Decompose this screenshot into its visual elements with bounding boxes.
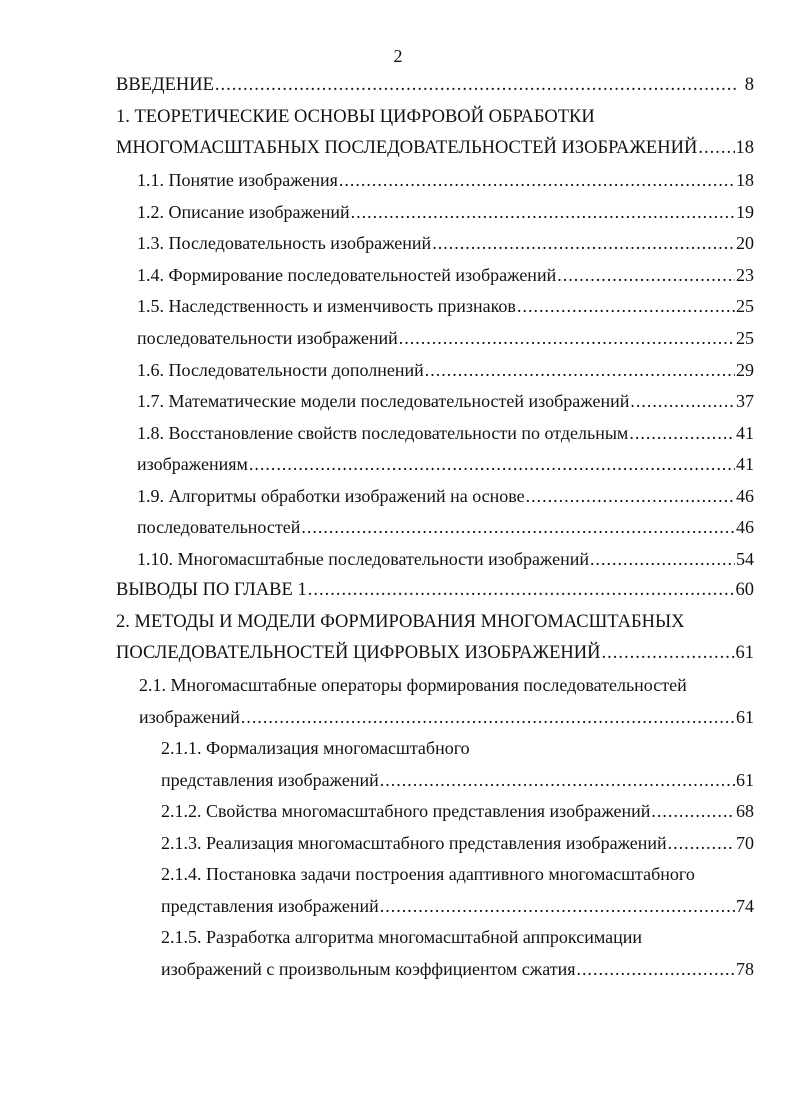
toc-entry-1-9[interactable] xyxy=(137,483,754,509)
toc-entry-text: ВЫВОДЫ ПО ГЛАВЕ 1 xyxy=(116,580,307,600)
toc-entry-text: 2. МЕТОДЫ И МОДЕЛИ ФОРМИРОВАНИЯ МНОГОМАСШТАБНЫХ xyxy=(116,612,685,632)
toc-entry-text: 2.1.5. Разработка алгоритма многомасштабной аппроксимации xyxy=(161,927,642,947)
toc-entry-text: 2.1.3. Реализация многомасштабного представления изображений xyxy=(161,833,667,853)
toc-entry-1-2[interactable] xyxy=(137,199,754,225)
toc-entry-2-1-2[interactable] xyxy=(161,798,754,824)
toc-entry-page: 19 xyxy=(736,202,754,222)
toc-entry-text: последовательности изображений xyxy=(137,328,398,348)
toc-entry-1-6[interactable] xyxy=(137,357,754,383)
toc-entry-chapter-2[interactable] xyxy=(116,609,754,635)
toc-entry-text: МНОГОМАСШТАБНЫХ ПОСЛЕДОВАТЕЛЬНОСТЕЙ ИЗОБРАЖЕНИЙ xyxy=(116,138,698,158)
toc-entry-text: 1.5. Наследственность и изменчивость признаков xyxy=(137,296,516,316)
toc-entry-text: представления изображений xyxy=(161,896,379,916)
toc-entry-1-1[interactable] xyxy=(137,167,754,193)
toc-entry-chapter-1-cont[interactable] xyxy=(116,135,754,161)
toc-entry-page: 25 xyxy=(736,328,754,348)
toc-entry-page: 37 xyxy=(736,391,754,411)
toc-entry-page: 68 xyxy=(736,801,754,821)
toc-entry-text: 1.7. Математические модели последовательностей изображений xyxy=(137,391,630,411)
toc-entry-2-1-1[interactable] xyxy=(161,735,754,761)
toc-entry-page: 74 xyxy=(736,896,754,916)
page-number: 2 xyxy=(393,46,403,66)
toc-entry-text: 1.2. Описание изображений xyxy=(137,202,350,222)
toc-entry-text: 1. ТЕОРЕТИЧЕСКИЕ ОСНОВЫ ЦИФРОВОЙ ОБРАБОТКИ xyxy=(116,107,595,127)
toc-entry-2-1-5-cont[interactable] xyxy=(161,956,754,982)
toc-entry-introduction[interactable] xyxy=(116,72,754,98)
toc-entry-1-3[interactable] xyxy=(137,230,754,256)
toc-entry-1-7[interactable] xyxy=(137,388,754,414)
toc-entry-page: 61 xyxy=(735,643,754,663)
toc-entry-2-1-3[interactable] xyxy=(161,830,754,856)
toc-entry-page: 61 xyxy=(736,707,754,727)
toc-entry-page: 46 xyxy=(736,517,754,537)
toc-entry-text: 2.1. Многомасштабные операторы формирования последовательностей xyxy=(139,675,687,695)
toc-entry-page: 23 xyxy=(736,265,754,285)
toc-entry-1-4[interactable] xyxy=(137,262,754,288)
toc-entry-page: 54 xyxy=(736,549,754,569)
toc-entry-2-1-4-cont[interactable] xyxy=(161,893,754,919)
toc-entry-1-5[interactable] xyxy=(137,293,754,319)
toc-entry-text: изображениям xyxy=(137,454,248,474)
toc-entry-page: 61 xyxy=(736,770,754,790)
toc-entry-page: 29 xyxy=(736,360,754,380)
toc-entry-2-1[interactable] xyxy=(139,672,754,698)
toc-entry-chapter-2-cont[interactable] xyxy=(116,640,754,666)
toc-entry-text: ВВЕДЕНИЕ xyxy=(116,75,214,95)
toc-entry-text: 1.8. Восстановление свойств последовательности по отдельным xyxy=(137,423,629,443)
toc-entry-page: 41 xyxy=(736,454,754,474)
toc-entry-page: 60 xyxy=(735,580,754,600)
toc-entry-text: 1.3. Последовательность изображений xyxy=(137,233,432,253)
toc-entry-text: 1.10. Многомасштабные последовательности изображений xyxy=(137,549,590,569)
toc-entry-1-9-cont[interactable] xyxy=(137,514,754,540)
toc-entry-2-1-4[interactable] xyxy=(161,861,754,887)
toc-entry-text: 2.1.4. Постановка задачи построения адаптивного многомасштабного xyxy=(161,864,695,884)
toc-entry-1-8-cont[interactable] xyxy=(137,451,754,477)
toc-entry-2-1-5[interactable] xyxy=(161,924,754,950)
toc-entry-text: представления изображений xyxy=(161,770,379,790)
toc-entry-conclusions-1[interactable] xyxy=(116,577,754,603)
toc-entry-text: ПОСЛЕДОВАТЕЛЬНОСТЕЙ ЦИФРОВЫХ ИЗОБРАЖЕНИЙ xyxy=(116,643,601,663)
toc-entry-page: 70 xyxy=(736,833,754,853)
toc-entry-text: изображений с произвольным коэффициентом сжатия xyxy=(161,959,576,979)
toc-entry-text: 2.1.1. Формализация многомасштабного xyxy=(161,738,470,758)
toc-entry-text: 1.4. Формирование последовательностей изображений xyxy=(137,265,557,285)
toc-entry-page: 20 xyxy=(736,233,754,253)
toc-entry-chapter-1[interactable] xyxy=(116,104,754,130)
toc-entry-page: 18 xyxy=(736,170,754,190)
toc-entry-text: изображений xyxy=(139,707,240,727)
toc-entry-text: 1.1. Понятие изображения xyxy=(137,170,338,190)
toc-entry-page: 46 xyxy=(736,486,754,506)
toc-entry-page: 41 xyxy=(736,423,754,443)
toc-entry-page: 8 xyxy=(744,75,754,95)
toc-entry-page: 18 xyxy=(735,138,754,158)
toc-entry-page: 78 xyxy=(736,959,754,979)
toc-entry-page: 25 xyxy=(736,296,754,316)
toc-entry-2-1-1-cont[interactable] xyxy=(161,767,754,793)
toc-entry-text: 1.9. Алгоритмы обработки изображений на основе xyxy=(137,486,525,506)
toc-entry-1-8[interactable] xyxy=(137,420,754,446)
toc-entry-1-5-cont[interactable] xyxy=(137,325,754,351)
toc-entry-2-1-cont[interactable] xyxy=(139,704,754,730)
toc-entry-text: 2.1.2. Свойства многомасштабного представления изображений xyxy=(161,801,651,821)
toc-entry-text: 1.6. Последовательности дополнений xyxy=(137,360,424,380)
toc-entry-text: последовательностей xyxy=(137,517,301,537)
toc-entry-1-10[interactable] xyxy=(137,546,754,572)
